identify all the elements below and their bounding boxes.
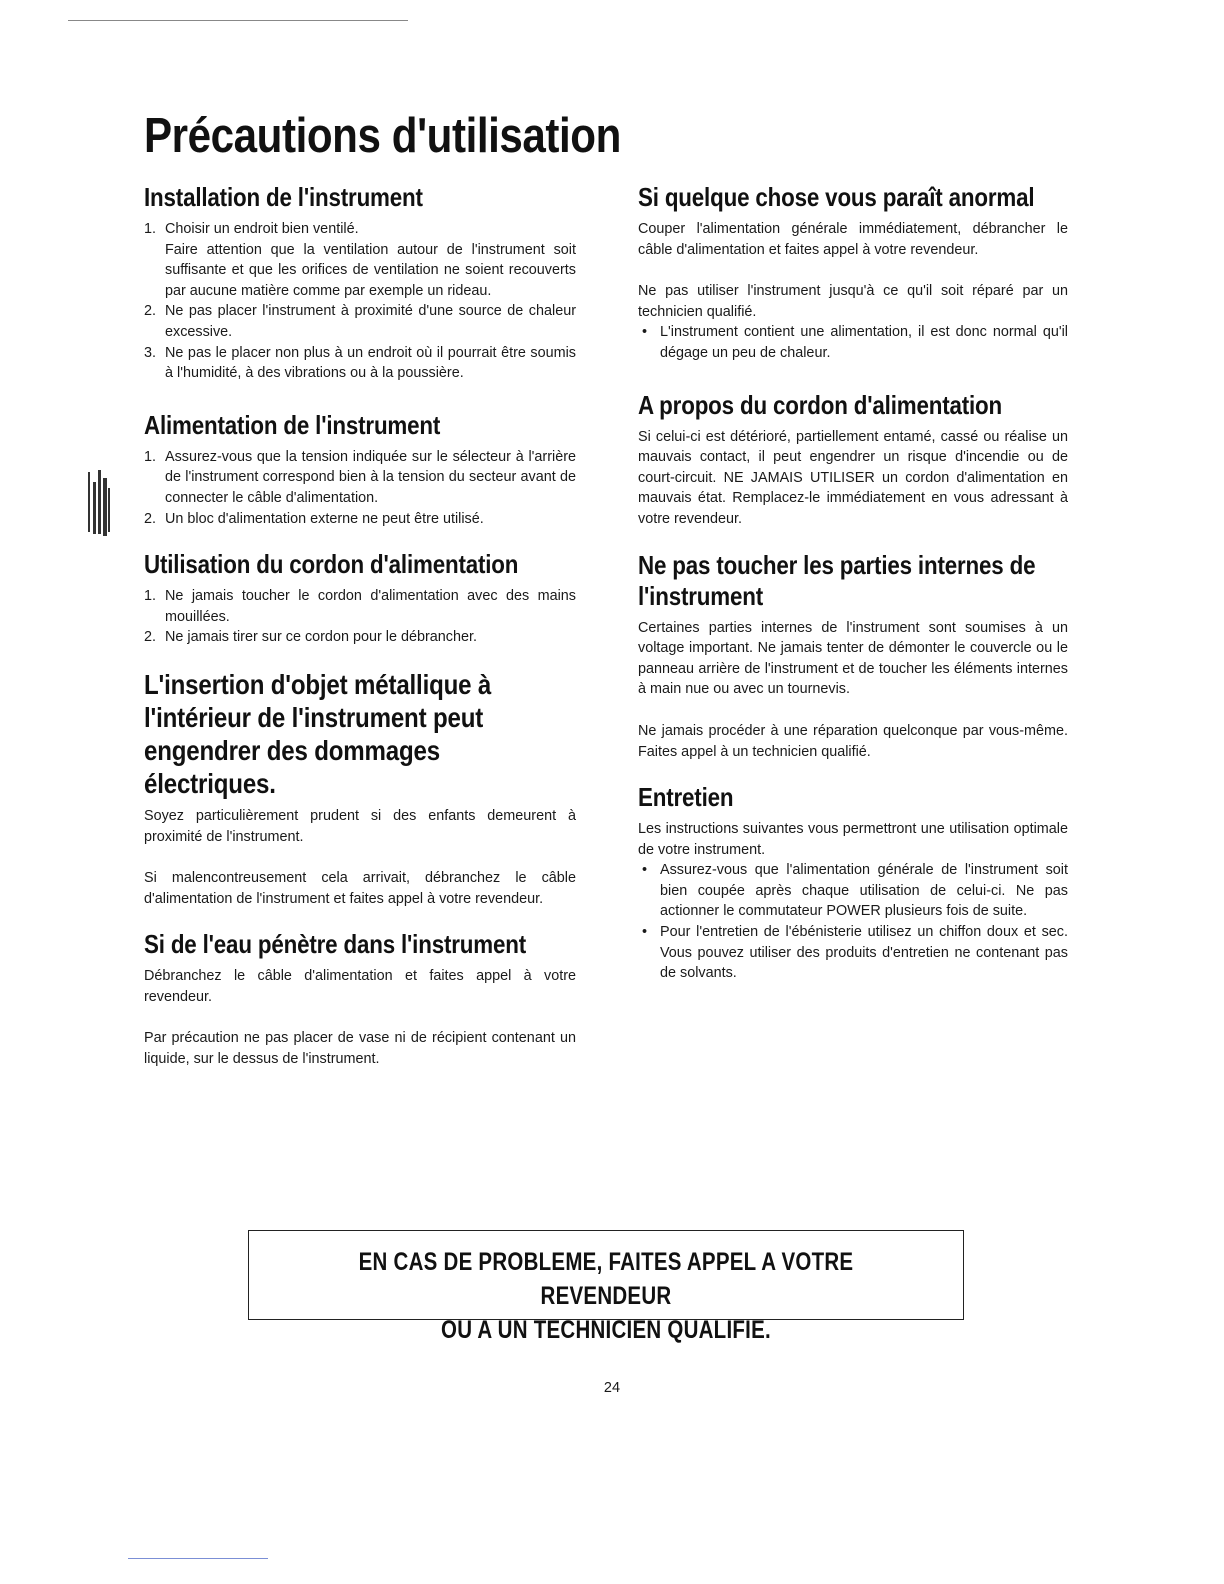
warning-notice-box (248, 1230, 964, 1344)
list-item: Faire attention que la ventilation autour de l'instrument soit suffisante et que les orifices de ventilation ne soient recouverts par aucune matière comme par exemple un rideau. (165, 241, 576, 299)
section-objet-metallique (144, 668, 576, 909)
heading-anormal: Si quelque chose vous paraît anormal (638, 182, 1035, 212)
paragraph: Si celui-ci est détérioré, partiellement entamé, cassé ou réalise un mauvais contact, il peut engendrer un risque d'incendie ou de court-circuit. NE JAMAIS UTILISER un cordon d'alimentation en mauvais état. Remplacez-le immédiatement en vous adressant à votre revendeur. (638, 428, 1068, 527)
anormal-bullets (638, 322, 1068, 363)
installation-list (144, 219, 576, 384)
heading-eau: Si de l'eau pénètre dans l'instrument (144, 929, 527, 960)
heading-parties-internes: Ne pas toucher les parties internes de l'instrument (638, 549, 1036, 611)
heading-a-propos-cordon: A propos du cordon d'alimentation (638, 389, 1003, 420)
list-item: 1. Choisir un endroit bien ventilé. (144, 221, 359, 237)
list-item: 2. Ne jamais tirer sur ce cordon pour le débrancher. (144, 629, 477, 646)
section-a-propos-cordon (638, 390, 1068, 530)
list-item: 2. Ne pas placer l'instrument à proximité d'une source de chaleur excessive. (144, 303, 576, 340)
section-installation (144, 182, 576, 384)
section-eau (144, 929, 576, 1069)
heading-entretien: Entretien (638, 782, 734, 813)
heading-alimentation: Alimentation de l'instrument (144, 409, 441, 440)
paragraph: Ne pas utiliser l'instrument jusqu'à ce qu'il soit réparé par un technicien qualifié. (638, 283, 1068, 320)
list-item: • Assurez-vous que l'alimentation générale de l'instrument soit bien coupée après chaque utilisation de celui-ci. Ne pas actionner le commutateur POWER plusieurs fois de suite. (638, 860, 1068, 922)
binding-marks-icon (86, 468, 112, 540)
paragraph: Certaines parties internes de l'instrument sont soumises à un voltage important. Ne jamais tenter de démonter le couvercle ou le panneau arrière de l'instrument et de toucher les éléments internes à main nue ou avec un tournevis. (638, 619, 1068, 698)
left-column (144, 182, 576, 1090)
notice-line-1: EN CAS DE PROBLEME, FAITES APPEL A VOTRE REVENDEUR (358, 1248, 854, 1310)
top-rule (68, 20, 408, 21)
cordon-list (144, 586, 576, 648)
alimentation-list (144, 447, 576, 529)
paragraph: Soyez particulièrement prudent si des enfants demeurent à proximité de l'instrument. (144, 807, 576, 845)
list-item: • L'instrument contient une alimentation, il est donc normal qu'il dégage un peu de chaleur. (638, 322, 1068, 363)
list-item: • Pour l'entretien de l'ébénisterie utilisez un chiffon doux et sec. Vous pouvez utiliser des produits d'entretien ne contenant pas de solvants. (638, 922, 1068, 984)
heading-cordon: Utilisation du cordon d'alimentation (144, 549, 519, 580)
notice-line-2: OU A UN TECHNICIEN QUALIFIE. (441, 1316, 771, 1344)
right-column (638, 182, 1068, 1004)
entretien-bullets (638, 860, 1068, 984)
paragraph: Par précaution ne pas placer de vase ni de récipient contenant un liquide, sur le dessus de l'instrument. (144, 1030, 576, 1068)
paragraph: Les instructions suivantes vous permettront une utilisation optimale de votre instrument. (638, 821, 1068, 858)
section-cordon (144, 549, 576, 648)
paragraph: Si malencontreusement cela arrivait, débranchez le câble d'alimentation de l'instrument et faites appel à votre revendeur. (144, 870, 576, 907)
page-number: 24 (603, 1380, 621, 1396)
list-item: 1. Assurez-vous que la tension indiquée sur le sélecteur à l'arrière de l'instrument correspond bien à la tension du secteur avant de connecter le câble d'alimentation. (144, 448, 576, 506)
list-item: 3. Ne pas le placer non plus à un endroit où il pourrait être soumis à l'humidité, à des vibrations ou à la poussière. (144, 344, 576, 382)
list-item: 1. Ne jamais toucher le cordon d'alimentation avec des mains mouillées. (144, 588, 576, 625)
paragraph: Débranchez le câble d'alimentation et faites appel à votre revendeur. (144, 968, 576, 1005)
heading-installation: Installation de l'instrument (144, 182, 423, 212)
section-anormal (638, 182, 1068, 364)
page-title: Précautions d'utilisation (144, 109, 621, 163)
bottom-rule (128, 1558, 268, 1559)
list-item: 2. Un bloc d'alimentation externe ne peut être utilisé. (144, 510, 484, 527)
section-alimentation (144, 410, 576, 529)
paragraph: Couper l'alimentation générale immédiatement, débrancher le câble d'alimentation et faites appel à votre revendeur. (638, 221, 1068, 258)
paragraph: Ne jamais procéder à une réparation quelconque par vous-même. Faites appel à un technicien qualifié. (638, 722, 1068, 760)
section-entretien (638, 782, 1068, 984)
heading-objet-metallique: L'insertion d'objet métallique à l'intérieur de l'instrument peut engendrer des dommages électriques. (144, 668, 492, 799)
section-parties-internes (638, 550, 1068, 763)
